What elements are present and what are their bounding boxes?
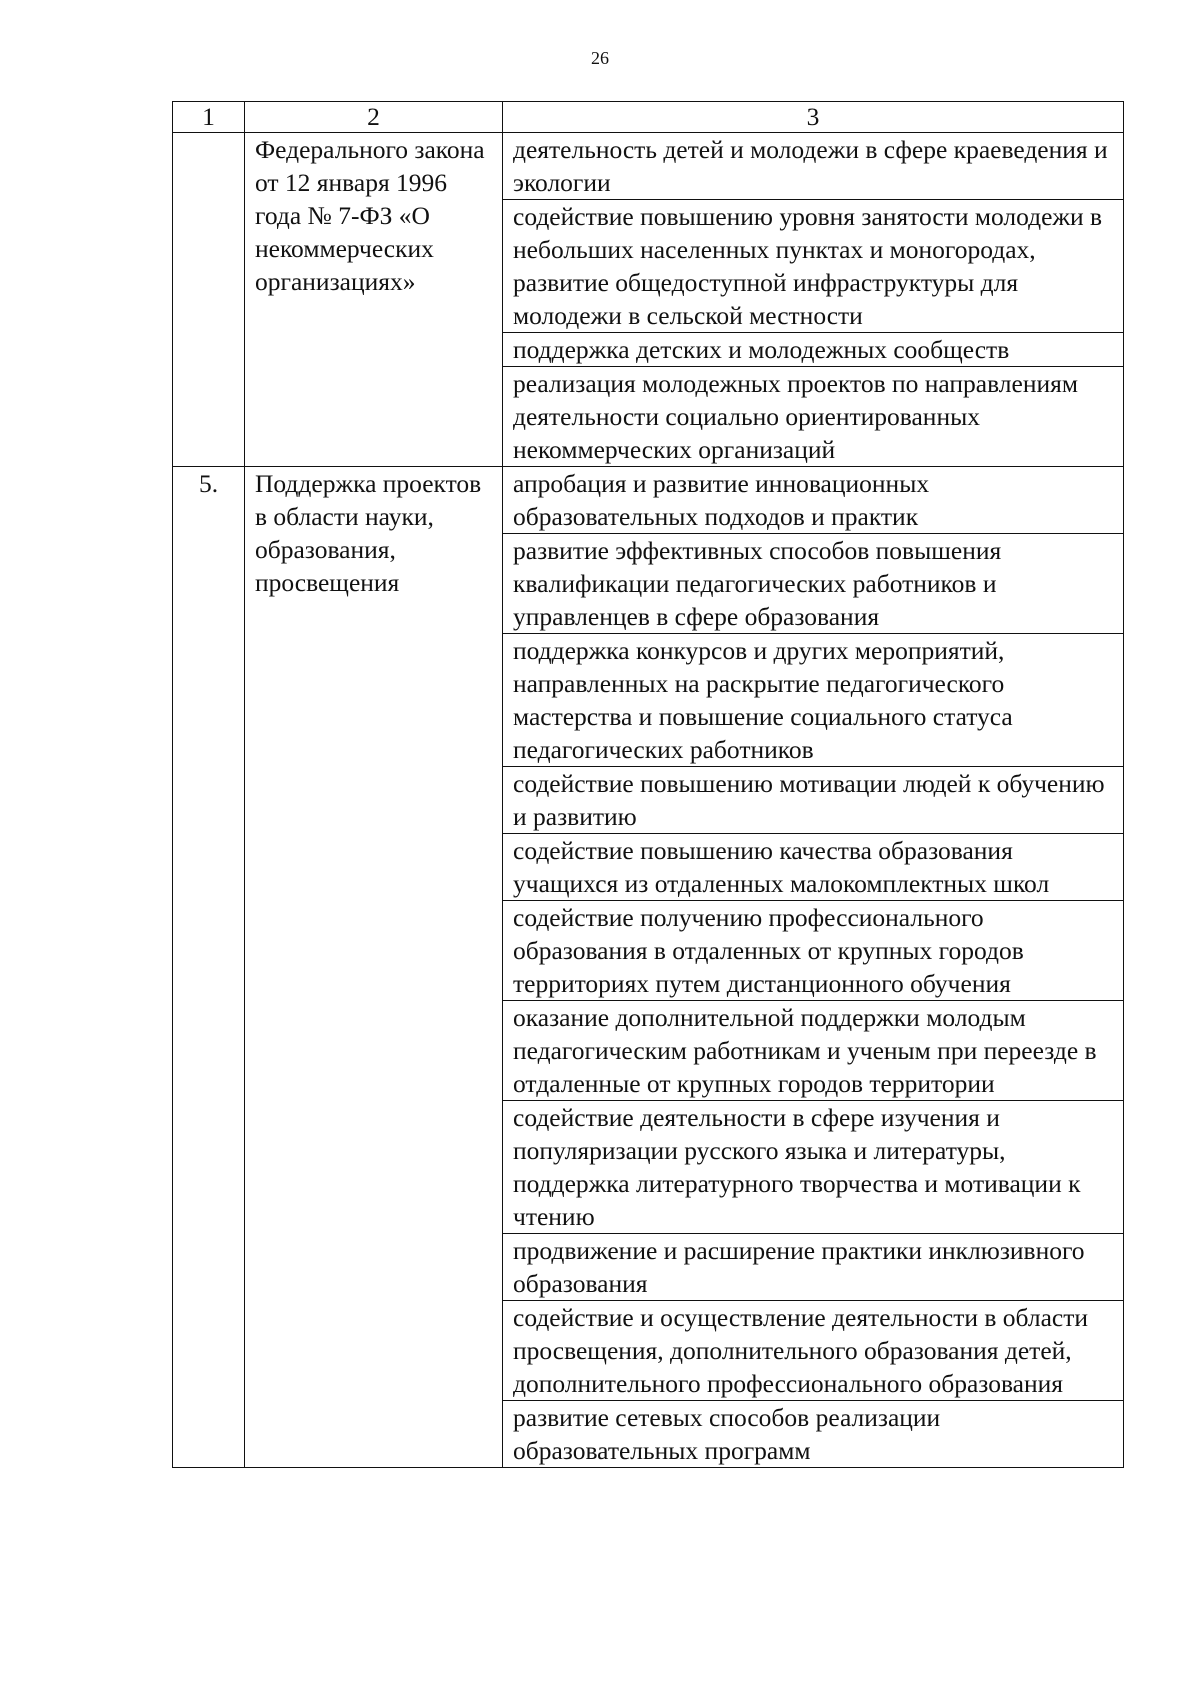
activity-cell: оказание дополнительной поддержки молодым педагогическим работникам и ученым при переезде в отдаленные от крупных городов территории <box>503 1001 1124 1101</box>
header-col-1: 1 <box>173 102 245 133</box>
activity-cell: реализация молодежных проектов по направлениям деятельности социально ориентированных некоммерческих организаций <box>503 367 1124 467</box>
directions-table <box>172 101 1124 1468</box>
activity-cell: поддержка конкурсов и других мероприятий, направленных на раскрытие педагогического мастерства и повышение социального статуса педагогических работников <box>503 634 1124 767</box>
activity-cell: деятельность детей и молодежи в сфере краеведения и экологии <box>503 133 1124 200</box>
activity-cell: содействие повышению мотивации людей к обучению и развитию <box>503 767 1124 834</box>
activity-cell: поддержка детских и молодежных сообществ <box>503 333 1124 367</box>
page-number: 26 <box>591 48 609 68</box>
activity-cell: продвижение и расширение практики инклюзивного образования <box>503 1234 1124 1301</box>
activity-cell: развитие сетевых способов реализации образовательных программ <box>503 1401 1124 1468</box>
activity-cell: содействие повышению уровня занятости молодежи в небольших населенных пунктах и моногородах, развитие общедоступной инфраструктуры для молодежи в сельской местности <box>503 200 1124 333</box>
direction-name-cell: Поддержка проектов в области науки, образования, просвещения <box>245 467 503 1468</box>
activity-cell: развитие эффективных способов повышения квалификации педагогических работников и управленцев в сфере образования <box>503 534 1124 634</box>
activity-cell: содействие повышению качества образования учащихся из отдаленных малокомплектных школ <box>503 834 1124 901</box>
header-col-3: 3 <box>503 102 1124 133</box>
activity-cell: апробация и развитие инновационных образовательных подходов и практик <box>503 467 1124 534</box>
table-row <box>173 133 1124 200</box>
row-number-cell: 5. <box>173 467 245 1468</box>
activity-cell: содействие деятельности в сфере изучения и популяризации русского языка и литературы, поддержка литературного творчества и мотивации к чтению <box>503 1101 1124 1234</box>
activity-cell: содействие получению профессионального образования в отдаленных от крупных городов территориях путем дистанционного обучения <box>503 901 1124 1001</box>
header-col-2: 2 <box>245 102 503 133</box>
direction-name-cell: Федерального закона от 12 января 1996 года № 7-ФЗ «О некоммерческих организациях» <box>245 133 503 467</box>
activity-cell: содействие и осуществление деятельности в области просвещения, дополнительного образования детей, дополнительного профессионального образования <box>503 1301 1124 1401</box>
table-header-row <box>173 102 1124 133</box>
table-row <box>173 467 1124 534</box>
row-number-cell <box>173 133 245 467</box>
